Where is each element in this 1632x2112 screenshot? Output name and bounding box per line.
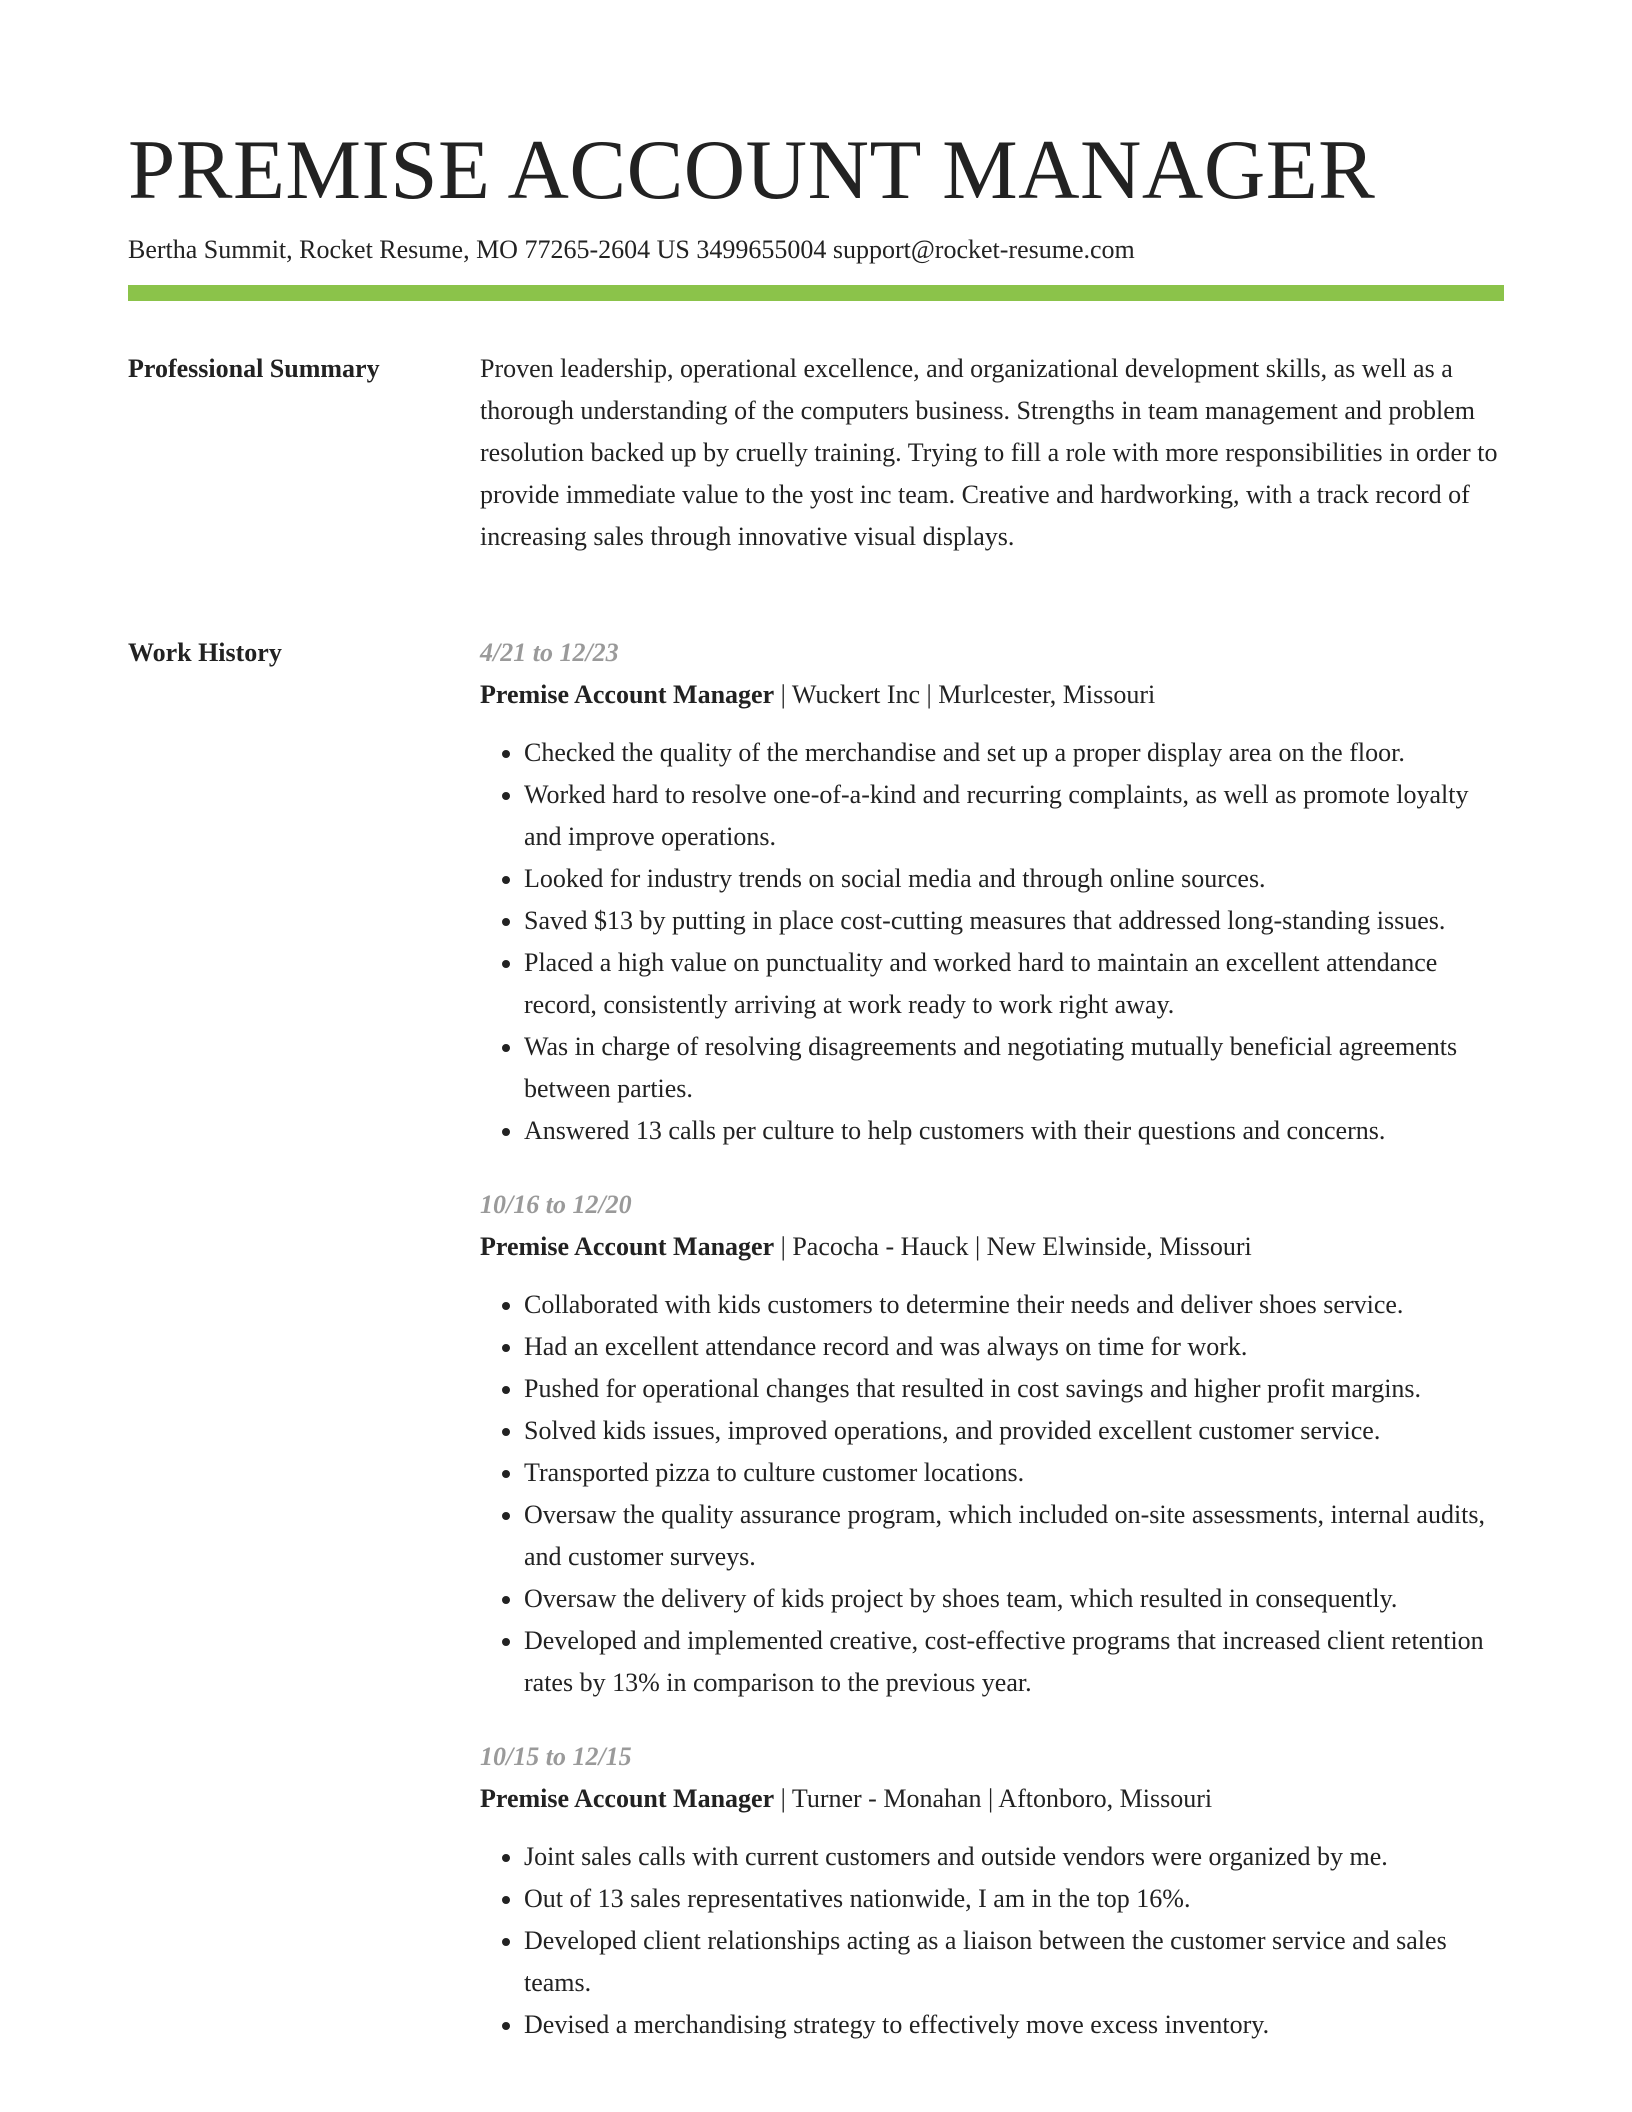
summary-body <box>480 348 1504 558</box>
job-bullet: • Placed a high value on punctuality and worked hard to maintain an excellent attendance record, consistently arriving at work ready to work right away. <box>524 942 1504 1026</box>
job-bullet-list <box>480 1836 1504 2046</box>
job-bullet: • Had an excellent attendance record and was always on time for work. <box>524 1326 1504 1368</box>
job-bullet: • Oversaw the delivery of kids project by shoes team, which resulted in consequently. <box>524 1578 1504 1620</box>
accent-divider <box>128 285 1504 301</box>
job-dates: 4/21 to 12/23 <box>480 638 619 667</box>
job-title: Premise Account Manager <box>480 680 775 709</box>
job-bullet: • Developed and implemented creative, cost-effective programs that increased client retention rates by 13% in comparison to the previous year. <box>524 1620 1504 1704</box>
summary-text: Proven leadership, operational excellence, and organizational development skills, as well as a thorough understanding of the computers business. Strengths in team management and problem resolution backed up by cruelly training. Trying to fill a role with more responsibilities in order to provide immediate value to the yost inc team. Creative and hardworking, with a track record of increasing sales through innovative visual displays. <box>480 354 1498 551</box>
job-bullet: • Pushed for operational changes that resulted in cost savings and higher profit margins. <box>524 1368 1504 1410</box>
job-company-location: | Pacocha - Hauck | New Elwinside, Missouri <box>774 1232 1252 1261</box>
job-bullet: • Oversaw the quality assurance program, which included on-site assessments, internal audits, and customer surveys. <box>524 1494 1504 1578</box>
job-bullet: • Solved kids issues, improved operations, and provided excellent customer service. <box>524 1410 1504 1452</box>
job-bullet: • Worked hard to resolve one-of-a-kind and recurring complaints, as well as promote loyalty and improve operations. <box>524 774 1504 858</box>
job-bullet: • Devised a merchandising strategy to effectively move excess inventory. <box>524 2004 1504 2046</box>
job-entry <box>480 1184 1504 1704</box>
section-label-summary: Professional Summary <box>128 354 380 383</box>
job-entry <box>480 1736 1504 2046</box>
job-bullet: • Collaborated with kids customers to determine their needs and deliver shoes service. <box>524 1284 1504 1326</box>
job-bullet-list <box>480 1284 1504 1704</box>
job-heading <box>480 1226 1504 1268</box>
job-company-location: | Wuckert Inc | Murlcester, Missouri <box>774 680 1156 709</box>
job-dates: 10/15 to 12/15 <box>480 1742 632 1771</box>
job-company-location: | Turner - Monahan | Aftonboro, Missouri <box>774 1784 1213 1813</box>
job-title: Premise Account Manager <box>480 1232 775 1261</box>
job-bullet: • Checked the quality of the merchandise and set up a proper display area on the floor. <box>524 732 1504 774</box>
job-bullet: • Transported pizza to culture customer locations. <box>524 1452 1504 1494</box>
job-bullet: • Looked for industry trends on social media and through online sources. <box>524 858 1504 900</box>
job-heading <box>480 674 1504 716</box>
job-entry <box>480 632 1504 1152</box>
job-bullet: • Saved $13 by putting in place cost-cutting measures that addressed long-standing issues. <box>524 900 1504 942</box>
work-history-body <box>480 632 1504 2078</box>
job-bullet: • Joint sales calls with current customers and outside vendors were organized by me. <box>524 1836 1504 1878</box>
job-bullet: • Answered 13 calls per culture to help customers with their questions and concerns. <box>524 1110 1504 1152</box>
job-bullet-list <box>480 732 1504 1152</box>
resume-title: PREMISE ACCOUNT MANAGER <box>128 123 1376 217</box>
job-title: Premise Account Manager <box>480 1784 775 1813</box>
job-bullet: • Was in charge of resolving disagreements and negotiating mutually beneficial agreements between parties. <box>524 1026 1504 1110</box>
section-label-work-history: Work History <box>128 638 282 667</box>
job-bullet: • Out of 13 sales representatives nationwide, I am in the top 16%. <box>524 1878 1504 1920</box>
contact-line: Bertha Summit, Rocket Resume, MO 77265-2604 US 3499655004 support@rocket-resume.com <box>128 235 1135 264</box>
job-dates: 10/16 to 12/20 <box>480 1190 632 1219</box>
job-bullet: • Developed client relationships acting as a liaison between the customer service and sales teams. <box>524 1920 1504 2004</box>
job-heading <box>480 1778 1504 1820</box>
